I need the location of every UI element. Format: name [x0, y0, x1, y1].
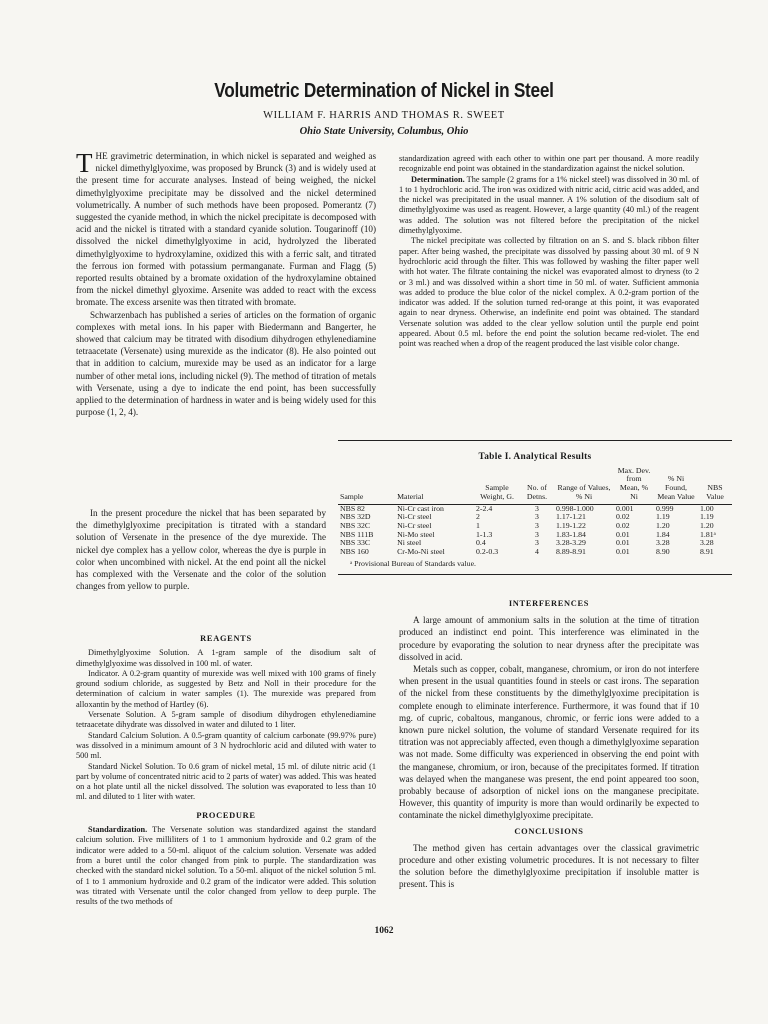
table-cell: 0.2-0.3: [476, 547, 499, 557]
reagent-paragraph: Standard Calcium Solution. A 0.5-gram quantity of calcium carbonate (99.97% pure) was dissolved in a minimum amount of 3 N hydrochloric acid and diluted with water to 500 ml.: [76, 730, 376, 761]
table-cell: 3.28: [700, 538, 714, 548]
table-cell: 4: [535, 547, 539, 557]
table-caption: Table I. Analytical Results: [478, 452, 592, 462]
interferences-heading: INTERFERENCES: [508, 599, 590, 608]
column-header: Max. Dev. from Mean, % Ni: [617, 465, 651, 501]
table-cell: 1: [476, 520, 480, 530]
collection-paragraph: The nickel precipitate was collected by filtration on an S. and S. black ribbon filter paper. After being washed, the precipitate was dissolved by passing about 30 ml. of 9 N hydrochloric acid through the filter. This was followed by washing the filter paper well with hot water. The filtrate containing the nickel was evaporated almost to dryness (to 2 or 3 ml.) and was dissolved within a short time in 50 ml. of water. Sufficient ammonia was added to produce the blue color of the nickel complex. A 0.2-gram portion of the indicator was added. If the solution turned red-orange at this point, it was evaporated again to near dryness. Otherwise, an indefinite end point was obtained. The standard Versenate solution was added to the clear yellow solution until the purple end point appeared. About 0.5 ml. before the end point the solution became red-violet. The end point was reached when a drop of the reagent produced the last visible color change.: [399, 236, 699, 349]
column-header: NBS Value: [706, 483, 724, 501]
table-cell: 1.83-1.84: [556, 529, 586, 539]
intro-paragraph-2: Schwarzenbach has published a series of articles on the formation of organic complexes with metal ions. In his paper with Biedermann and Bangerter, he showed that calcium may be titrated with disodium dihydrogen ethylenediamine tetraacetate (Versenate) using murexide as the indicator (8). He also pointed out that in addition to calcium, murexide may be used as an indicator for a large number of other metal ions, including nickel (9). The method of titration of metals with Versenate, using a dye to indicate the end point, has been successfully applied to the determination of hardness in water and is being widely used for this purpose (1, 2, 4).: [76, 309, 376, 418]
table-cell: Cr-Mo-Ni steel: [397, 547, 445, 557]
table-cell: 1.81ᵃ: [700, 529, 716, 539]
table-cell: NBS 33C: [340, 538, 371, 548]
article-authors: WILLIAM F. HARRIS AND THOMAS R. SWEET: [263, 110, 505, 121]
column-header: Sample Weight, G.: [480, 483, 514, 501]
table-cell: 3: [535, 538, 539, 548]
table-cell: 1.20: [700, 520, 714, 530]
column-header: Range of Values, % Ni: [557, 483, 611, 501]
table-cell: 8.89-8.91: [556, 547, 586, 557]
procedure-paragraph: [76, 825, 376, 907]
table-cell: 1.19: [656, 512, 670, 522]
table-cell: 0.01: [616, 529, 630, 539]
table-cell: 1.20: [656, 520, 670, 530]
table-cell: Ni steel: [397, 538, 422, 548]
right-top: [399, 154, 699, 350]
reagent-paragraph: Standard Nickel Solution. To 0.6 gram of nickel metal, 15 ml. of dilute nitric acid (1 part by volume of concentrated nitric acid to 2 parts of water) was added. This was heated on a hot plate until all the nickel dissolved. The solution was evaporated to less than 10 ml. and diluted to 1 liter with water.: [76, 761, 376, 802]
interferences-paragraph-2: Metals such as copper, cobalt, manganese, chromium, or iron do not interfere when present in the usual quantities found in steels or cast irons. The separation of the nickel from these constituents by the dimethylglyoxime precipitation is complete enough to eliminate interference. Furthermore, it was found that if 10 mg. of cupric, cobaltous, manganous, chromic, or ferric ions were added to a known pure nickel solution, the volume of standard Versenate required for its titration was not appreciably affected, even though a dimethylglyoxime separation was not made. Some difficulty was experienced in observing the end point with the manganese, chromium, or iron, because of the precipitates formed. If titration was delayed when the manganese was present, the end point appeared too soon, probably because of adsorption of nickel ions on the manganese precipitate. However, this quantity of impurity is more than would ordinarily be expected to contaminate the nickel dimethylglyoxime precipitate.: [399, 664, 699, 821]
drop-cap: T: [76, 148, 93, 178]
table-cell: 8.91: [700, 547, 714, 557]
table-cell: 2: [476, 512, 480, 522]
table-cell: 0.02: [616, 512, 630, 522]
table-cell: Ni-Cr steel: [397, 512, 432, 522]
determination-text: The sample (2 grams for a 1% nickel steel) was dissolved in 30 ml. of 1 to 1 hydrochloric acid. The iron was oxidized with nitric acid, citric acid was added, and the nickel was precipitated in the usual manner. A 1% solution of the disodium salt of dimethylglyoxime was used as reagent. However, a large quantity (40 ml.) of the reagent was added. The solution was not filtered before the precipitation of the nickel dimethylglyoxime.: [399, 174, 699, 236]
left-intro: [76, 150, 376, 418]
table-cell: NBS 32D: [340, 512, 371, 522]
procedure-heading: PROCEDURE: [196, 810, 256, 820]
intro-paragraph-3: In the present procedure the nickel that has been separated by the dimethylglyoxime precipitation is titrated with a standard solution of Versenate in the presence of the dye murexide. The nickel dye complex has a yellow color, whereas the dye is purple in color when uncombined with nickel. At the end point all the nickel has complexed with the Versenate and the color of the solution changes from yellow to purple.: [76, 508, 326, 592]
reagent-paragraph: Dimethylglyoxime Solution. A 1-gram sample of the disodium salt of dimethylglyoxime was dissolved in 100 ml. of water.: [76, 648, 376, 668]
table-cell: Ni-Mo steel: [397, 529, 435, 539]
table-cell: 0.4: [476, 538, 486, 548]
table-cell: 8.90: [656, 547, 670, 557]
table-row: [338, 548, 732, 557]
table-cell: 0.01: [616, 547, 630, 557]
table-cell: 1.17-1.21: [556, 512, 586, 522]
table-top-rule: [338, 440, 732, 441]
table-cell: 1.19: [700, 512, 714, 522]
table-cell: 3.28-3.29: [556, 538, 586, 548]
page-number: 1062: [374, 926, 394, 936]
table-cell: 3: [535, 520, 539, 530]
reagent-paragraph: Indicator. A 0.2-gram quantity of murexide was well mixed with 100 grams of finely ground sodium chloride, as suggested by Betz and Noll in their procedure for the determination of calcium in water samples (1). The murexide was prepared from alloxantin by the method of Hartley (6).: [76, 668, 376, 709]
table-cell: 3: [535, 529, 539, 539]
table-header-row: [338, 467, 732, 504]
left-methods: [76, 632, 376, 907]
intro-paragraph-1: [76, 150, 376, 309]
article-affiliation: Ohio State University, Columbus, Ohio: [299, 126, 469, 137]
table-footnote: ᵃ Provisional Bureau of Standards value.: [350, 558, 476, 568]
table-cell: 3.28: [656, 538, 670, 548]
table-cell: 1.19-1.22: [556, 520, 586, 530]
results-table: [338, 467, 732, 557]
table-cell: 3: [535, 512, 539, 522]
conclusions-heading: CONCLUSIONS: [514, 826, 584, 836]
analytical-results-table: [338, 440, 732, 575]
table-cell: NBS 32C: [340, 520, 371, 530]
table-cell: 2-2.4: [476, 503, 493, 513]
table-cell: 0.998-1.000: [556, 503, 594, 513]
table-cell: 0.02: [616, 520, 630, 530]
column-header: No. of Detns.: [526, 483, 548, 501]
table-cell: 3: [535, 503, 539, 513]
procedure-text: The Versenate solution was standardized against the standard calcium solution. Five milliliters of 1 to 1 ammonium hydroxide and 0.2 gram of the indicator were added to a 50-ml. aliquot of the calcium solution. Versenate was added from a buret until the color changed from pink to purple. The standardization was checked with the standard nickel solution. To a 50-ml. aliquot of the nickel solution 5 ml. of 1 to 1 ammonium hydroxide and 0.2 gram of the indicator were added. This solution was titrated with Versenate until the color changed from yellow to deep purple. The results of the two methods of: [76, 825, 376, 907]
table-cell: 0.999: [656, 503, 674, 513]
intro-text-1: HE gravimetric determination, in which nickel is separated and weighed as nickel dimethylglyoxime, was proposed by Brunck (3) and is widely used at the present time for accurate analyses. Instead of being weighed, the nickel dimethylglyoxime precipitate may be dissolved and the nickel determined volumetrically. A number of such methods have been proposed. Pomerantz (7) suggested the cyanide method, in which the nickel precipitate is decomposed with acid and the nickel is titrated with a standard cyanide solution. Tougarinoff (10) dissolved the nickel dimethylglyoxime in acid, hydrolyzed the liberated dimethylglyoxime to hydroxylamine, oxidized this with a ferric salt, and titrated the ferrous ion formed with potassium permanganate. Furman and Flagg (5) reported results obtained by a bromate oxidation of the hydroxylamine obtained from the nickel dimethyl glyoxime. Arsenite was added to react with the excess bromate. The excess arsenite was then titrated with bromate.: [76, 151, 376, 308]
column-header: Sample: [340, 491, 364, 501]
table-cell: NBS 160: [340, 547, 369, 557]
procedure-runin: Standardization.: [88, 825, 148, 835]
table-cell: 1.00: [700, 503, 714, 513]
table-cell: NBS 111B: [340, 529, 374, 539]
table-cell: 1.84: [656, 529, 670, 539]
determination-paragraph: [399, 175, 699, 237]
table-cell: NBS 82: [340, 503, 365, 513]
column-header: Material: [397, 491, 424, 501]
reagents-heading: REAGENTS: [200, 634, 252, 643]
column-header: % Ni Found, Mean Value: [657, 474, 695, 501]
left-intro-narrow: [76, 507, 326, 592]
interferences-paragraph-1: A large amount of ammonium salts in the solution at the time of titration produced an indistinct end point. This interference was eliminated in the procedure by evaporating the solution to near dryness after the precipitate was dissolved in acid.: [399, 615, 699, 662]
table-cell: Ni-Cr steel: [397, 520, 432, 530]
table-cell: 0.01: [616, 538, 630, 548]
right-bottom: [399, 596, 699, 891]
table-cell: 1-1.3: [476, 529, 493, 539]
determination-runin: Determination.: [411, 174, 465, 184]
reagent-paragraph: Versenate Solution. A 5-gram sample of disodium dihydrogen ethylenediamine tetraacetate dihydrate was dissolved in water and diluted to 1 liter.: [76, 710, 376, 730]
standardization-continued: standardization agreed with each other to within one part per thousand. A more readily recognizable end point was obtained in the standardization against the nickel solution.: [399, 154, 699, 174]
conclusions-paragraph-1: The method given has certain advantages over the classical gravimetric procedure and other existing volumetric procedures. It is not necessary to filter the solution before the dimethylglyoxime precipitation if insoluble matter is present. This is: [399, 842, 699, 890]
table-cell: 0.001: [616, 503, 634, 513]
table-bottom-rule: [338, 574, 732, 575]
article-title: Volumetric Determination of Nickel in Steel: [214, 80, 554, 102]
table-cell: Ni-Cr cast iron: [397, 503, 444, 513]
